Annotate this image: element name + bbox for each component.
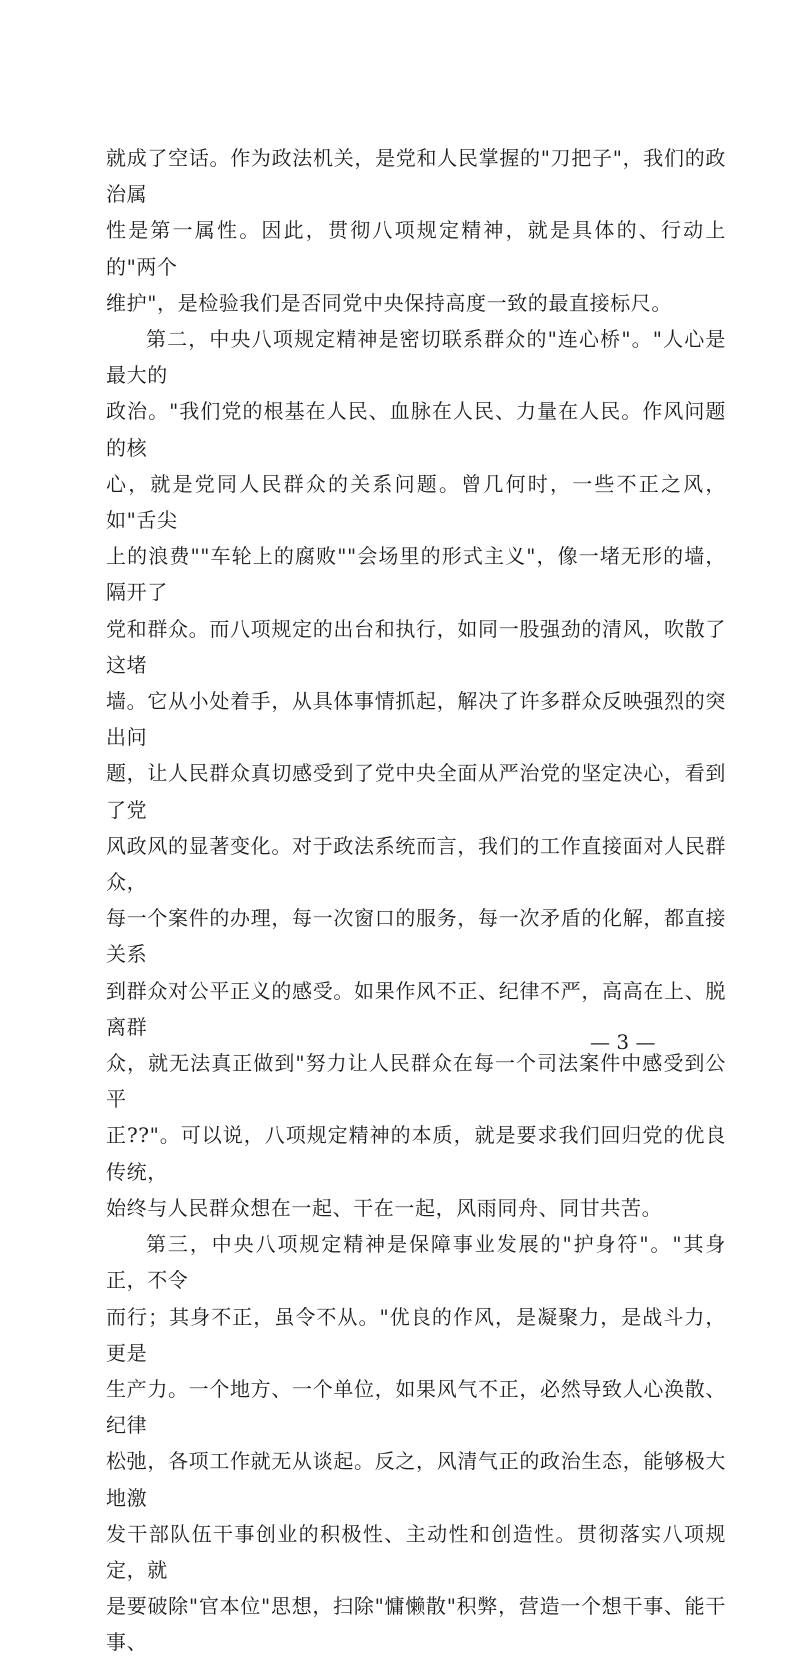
paragraph-second-point: 第二，中央八项规定精神是密切联系群众的"连心桥"。"人心是最大的 政治。"我们党的根基在人民、血脉在人民、力量在人民。作风问题的核 心，就是党同人民群众的关系问题。曾几何时，一些不正之风，如"舌尖 上的浪费""车轮上的腐败""会场里的形式主义"，像一堵无形的墙，隔开了 党和群众。而八项规定的出台和执行，如同一股强劲的清风，吹散了这堵 墙。它从小处着手，从具体事情抓起，解决了许多群众反映强烈的突出问 题，让人民群众真切感受到了党中央全面从严治党的坚定决心，看到了党 风政风的显著变化。对于政法系统而言，我们的工作直接面对人民群众， 每一个案件的办理，每一次窗口的服务，每一次矛盾的化解，都直接关系 到群众对公平正义的感受。如果作风不正、纪律不严，高高在上、脱离群 众，就无法真正做到"努力让人民群众在每一个司法案件中感受到公平 正??"。可以说，八项规定精神的本质，就是要求我们回归党的优良传统， 始终与人民群众想在一起、干在一起，风雨同舟、同甘共苦。 (106, 327, 726, 1220)
page-number: — 3 — (590, 1030, 656, 1054)
paragraph-continuation: 就成了空话。作为政法机关，是党和人民掌握的"刀把子"，我们的政治属 性是第一属性。因此，贯彻八项规定精神，就是具体的、行动上的"两个 维护"，是检验我们是否同党中央保持高度一致的最直接标尺。 (106, 146, 726, 315)
paragraph-third-point: 第三，中央八项规定精神是保障事业发展的"护身符"。"其身正，不令 而行；其身不正，虽令不从。"优良的作风，是凝聚力，是战斗力，更是 生产力。一个地方、一个单位，如果风气不正，必然导致人心涣散、纪律 松弛，各项工作就无从谈起。反之，风清气正的政治生态，能够极大地激 发干部队伍干事创业的积极性、主动性和创造性。贯彻落实八项规定，就 是要破除"官本位"思想，扫除"慵懒散"积弊，营造一个想干事、能干事、 (106, 1232, 726, 1655)
body-text (106, 140, 726, 1661)
